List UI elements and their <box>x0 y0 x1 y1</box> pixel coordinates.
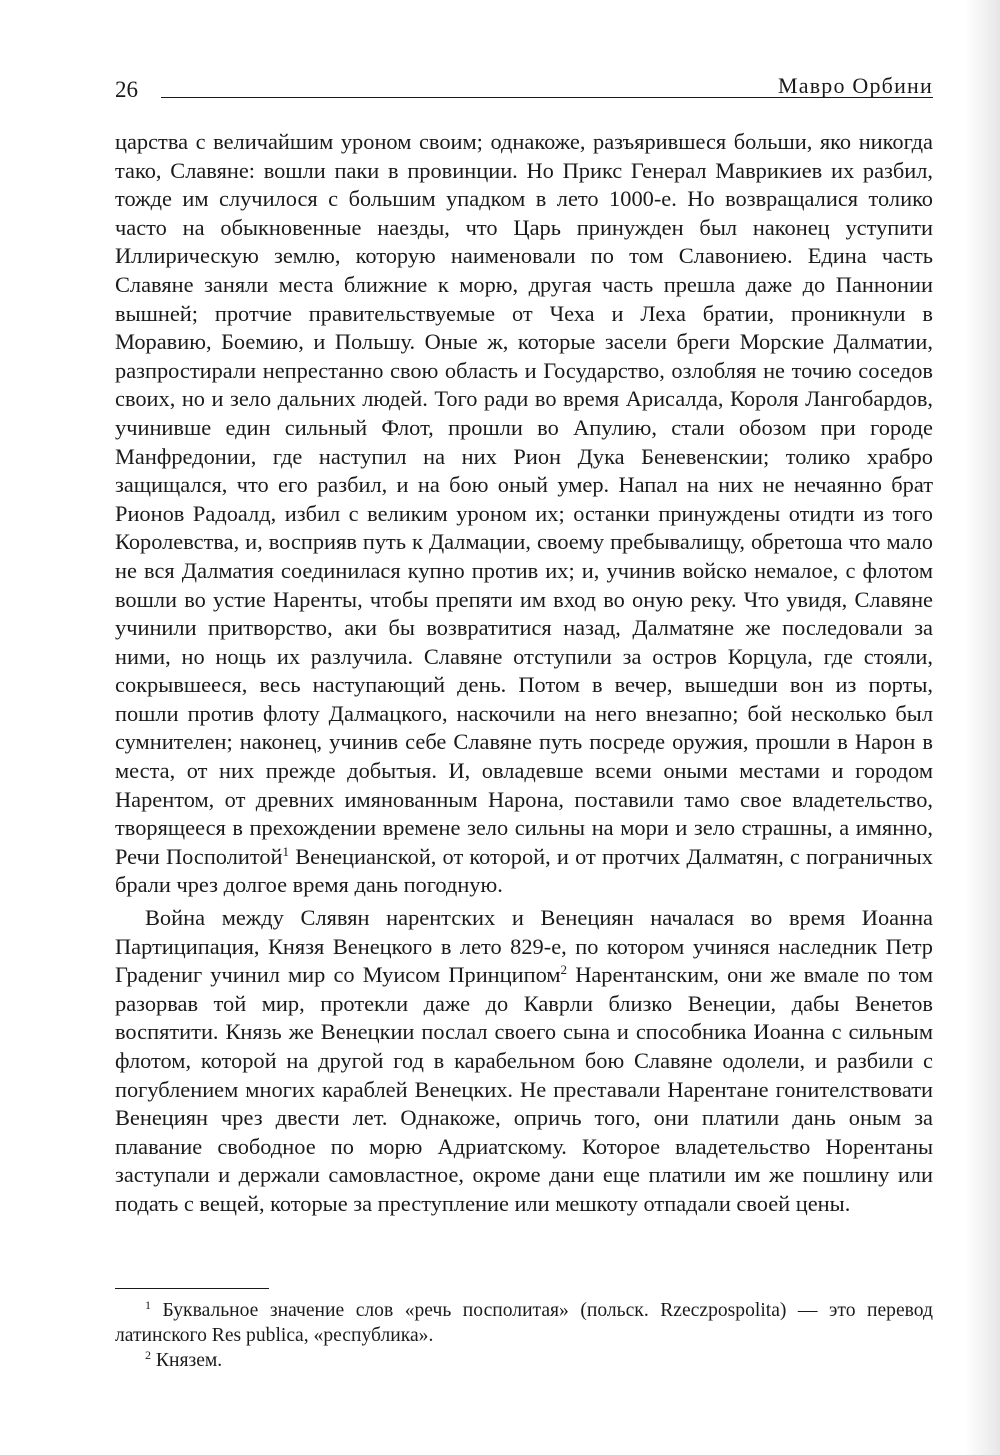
footnote-1-marker: 1 <box>145 1298 151 1312</box>
footnote-1 <box>115 1298 933 1348</box>
footnotes <box>115 1298 933 1373</box>
paragraph-1-text-b: Венецианской, от которой, и от протчих Далматян, с пограничных брали чрез долгое время дань погодную. <box>115 843 934 898</box>
running-head: Мавро Орбини <box>777 73 933 98</box>
page-header <box>115 73 933 106</box>
footnote-2-marker: 2 <box>145 1348 151 1362</box>
page-edge-shadow <box>964 0 1000 1455</box>
paragraph-2-text-b: Нарентанским, они же вмале по том разорвав той мир, протекли даже до Каврли близко Венеции, дабы Венетов воспятити. Князь же Венецкии послал своего сына и способника Иоанна с сильным флотом, которой на другой год в карабельном бою Славяне одолели, и разбили с погублением многих караблей Венецких. Не преставали Нарентане гонителствовати Венециян чрез двести лет. Однакоже, опричь того, они платили дань оным за плавание свободное по морю Адриатскому. Которое владетельство Норентаны заступали и держали самовластное, окроме дани еще платили им же пошлину или подать с вещей, которые за преступление или мешкоту отпадали своей цены. <box>115 962 934 1216</box>
paragraph-2 <box>115 904 933 1219</box>
paragraph-2-text-a: Война между Слявян нарентских и Венециян началася во время Иоанна Партиципация, Князя Венецкого в лето 829-е, по котором учиняся наследник Петр Градениг учинил мир со Муисом Принципом <box>115 905 933 988</box>
footnote-ref-1[interactable]: 1 <box>282 843 290 859</box>
footnote-2 <box>115 1348 933 1373</box>
footnote-separator <box>115 1288 269 1289</box>
paragraph-1-text-a: царства с величайшим уроном своим; однакоже, разъярившеся больши, яко никогда тако, Славяне: вошли паки в провинции. Но Прикс Генерал Маврикиев их разбил, тожде им случилося с большим упадком в лето 1000-е. Но возвращалися толико часто на обыкновенные наезды, что Царь принужден был наконец уступити Иллирическую землю, которую наименовали по том Славониею. Едина часть Славяне заняли места ближние к морю, другая часть прешла даже до Паннонии вышней; протчие правительствуемые от Чеха и Леха братии, проникнули в Моравию, Боемию, и Польшу. Оные ж, которые засели бреги Морские Далматии, разпростирали непрестанно свою область и Государство, озлобляя не точию соседов своих, но и зело дальних людей. Того ради во время Арисалда, Короля Лангобардов, учинивше един сильный Флот, прошли во Апулию, стали обозом при городе Манфредонии, где наступил на них Рион Дука Беневенскии; толико храбро защищался, что его разбил, и на бою оный умер. Напал на них не нечаянно брат Рионов Радоалд, избил с великим уроном их; останки принуждены отидти из того Королевства, и, восприяв путь к Далмации, своему пребывалищу, обретоша что мало не вся Далматия соединилася купно против их; и, учинив войско немалое, с флотом вошли во устие Наренты, чтобы препяти им вход во оную реку. Что увидя, Славяне учинили притворство, аки бы возвратитися назад, Далматяне же последовали за ними, но нощь их разлучила. Славяне отступили за остров Корцула, где стояли, сокрывшееся, весь наступающий день. Потом в вечер, вышедши вон из порты, пошли против флоту Далмацкого, наскочили на него внезапно; бой несколько был сумнителен; наконец, учинив себе Славяне путь посреде оружия, прошли в Нарон в места, от них прежде добытыя. И, овладевше всеми оными местами и городом Нарентом, от древних имянованным Нарона, поставили тамо свое владетельство, творящееся в прехождении времене зело сильны на мори и зело страшны, а имянно, Речи Посполитой <box>115 129 933 869</box>
page-number: 26 <box>115 77 138 102</box>
footnote-2-text: Князем. <box>155 1350 223 1371</box>
footnote-ref-2[interactable]: 2 <box>560 962 568 978</box>
paragraph-1 <box>115 128 933 900</box>
footnote-1-text: Буквальное значение слов «речь посполитая» (польск. Rzeczpospolita) — это перевод латинского Res publica, «республика». <box>115 1300 933 1346</box>
main-text <box>115 128 933 1219</box>
